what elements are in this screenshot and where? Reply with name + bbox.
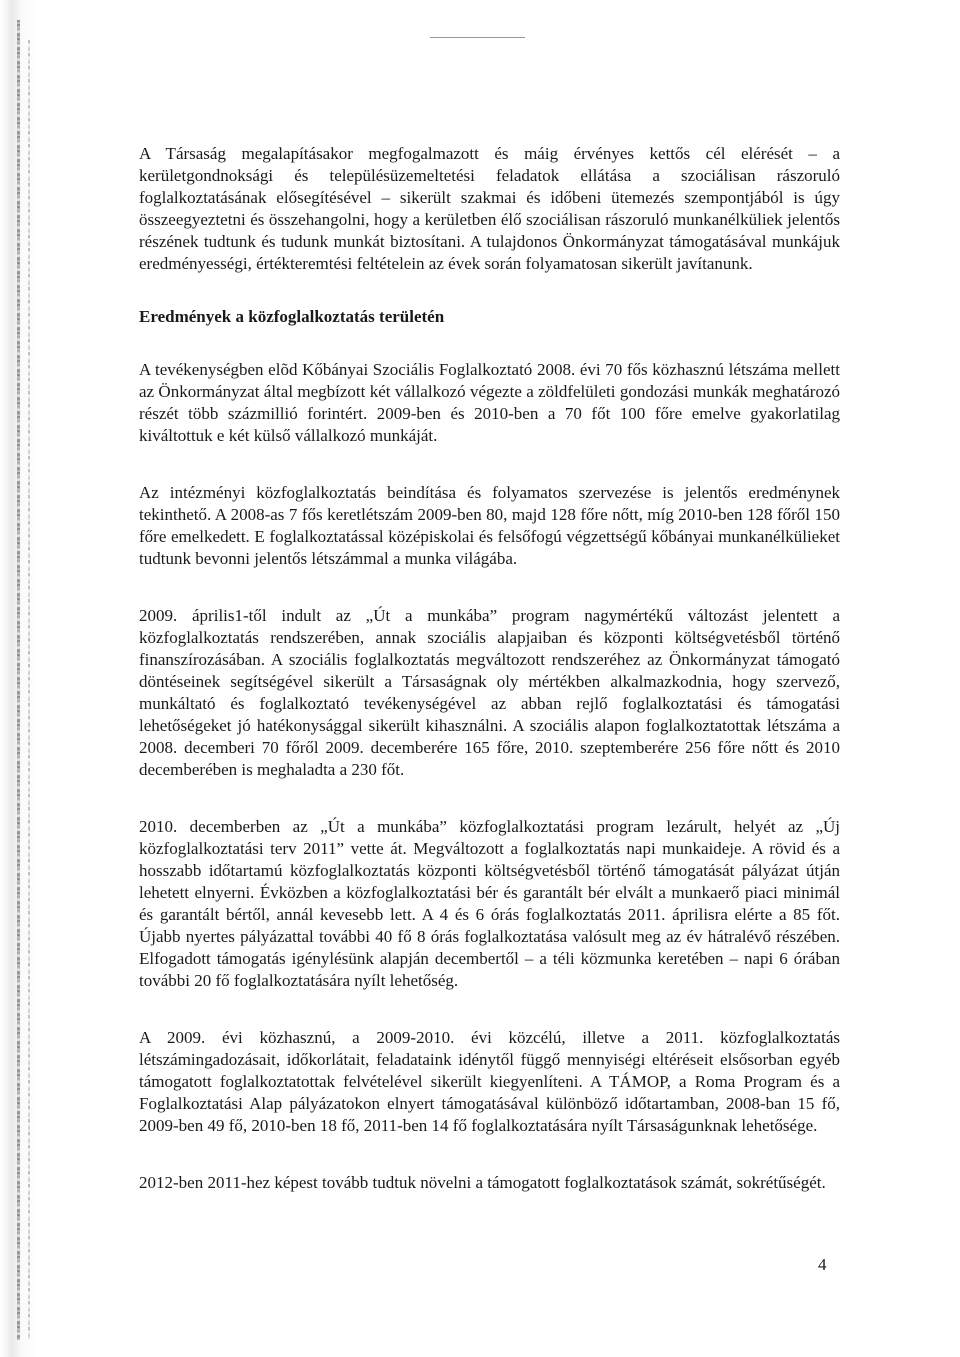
scan-binding-edge [0, 0, 38, 1357]
section-heading: Eredmények a közfoglalkoztatás területén [139, 307, 445, 326]
paragraph-2012: 2012-ben 2011-hez képest tovább tudtuk növelni a támogatott foglalkoztatások számát, sokrétűségét. [139, 1173, 826, 1192]
document-body [139, 143, 840, 1194]
page-number: 4 [818, 1255, 827, 1274]
paragraph-supported-employment: A 2009. évi közhasznú, a 2009-2010. évi közcélú, illetve a 2011. közfoglalkoztatás létszámingadozásait, időkorlátait, feladataink idénytől függő mennyiségi eltéréseit elsősorban egyéb támogatott foglalkoztatottak felvételével sikerült kiegyenlíteni. A TÁMOP, a Roma Program és a Foglalkoztatási Alap pályázatokon elnyert támogatásával különböző időtartamban, 2008-ban 15 fő, 2009-ben 49 fő, 2010-ben 18 fő, 2011-ben 14 fő foglalkoztatására nyílt Társaságunknak lehetősége. [139, 1028, 840, 1135]
paragraph-ut-a-munkaba: 2009. április1-től indult az „Út a munkába” program nagymértékű változást jelentett a közfoglalkoztatás rendszerében, annak szociális alapjaiban és központi költségvetésből történő finanszírozásában. A szociális foglalkoztatás megváltozott rendszeréhez az Önkormányzat támogató döntéseinek segítségével sikerült a Társaságnak oly mértékben alkalmazkodnia, hogy szervező, munkáltató és foglalkoztató tevékenységével az abban rejlő foglalkoztatási és támogatási lehetőségeket jó hatékonysággal sikerült kihasználni. A szociális alapon foglalkoztatottak létszáma a 2008. decemberi 70 főről 2009. decemberére 165 főre, 2010. szeptemberére 256 főre nőtt és 2010 decemberében is meghaladta a 230 főt. [139, 606, 840, 779]
paragraph-predecessor: A tevékenységben elõd Kőbányai Szociális Foglalkoztató 2008. évi 70 fős közhasznú létszáma mellett az Önkormányzat által megbízott két vállalkozó végezte a zöldfelületi gondozási munkák meghatározó részét több százmillió forintért. 2009-ben és 2010-ben a 70 főt 100 főre emelve gyakorlatilag kiváltottuk e két külső vállalkozó munkáját. [139, 360, 840, 445]
paragraph-2010-december: 2010. decemberben az „Út a munkába” közfoglalkoztatási program lezárult, helyét az „Új közfoglalkoztatási terv 2011” vette át. Megváltozott a foglalkoztatás napi munkaideje. A rövid és a hosszabb időtartamú közfoglalkoztatás központi költségvetésből történő támogatását pályázat útján lehetett elnyerni. Évközben a közfoglalkoztatási bér és garantált bér elvált a munkaerő piaci minimál és garantált bértől, annál kevesebb lett. A 4 és 6 órás foglalkoztatás 2011. áprilisra elérte a 85 főt. Újabb nyertes pályázattal további 40 fő 8 órás foglalkoztatása valósult meg az év hátralévő részében. Elfogadott támogatás igénylésünk alapján decembertől – a téli közmunka keretében – napi 6 órában további 20 fő foglalkoztatására nyílt lehetőség. [139, 817, 840, 990]
paragraph-institutional: Az intézményi közfoglalkoztatás beindítása és folyamatos szervezése is jelentős eredménynek tekinthető. A 2008-as 7 fős keretlétszám 2009-ben 80, majd 128 főre nőtt, míg 2010-ben 128 főről 150 főre emelkedett. E foglalkoztatással középiskolai és felsőfogú végzettségű kőbányai munkanélkülieket tudtunk bevonni jelentős létszámmal a munka világába. [139, 483, 840, 568]
intro-paragraph: A Társaság megalapításakor megfogalmazott és máig érvényes kettős cél elérését – a kerületgondnoksági és településüzemeltetési feladatok ellátása a szociálisan rászoruló foglalkoztatásának elősegítésével – sikerült szakmai és időbeni ütemezés szempontjából is úgy összeegyeztetni és összehangolni, hogy a kerületben élő szociálisan rászoruló munkanélküliek jelentős részének tudtunk és tudunk munkát biztosítani. A tulajdonos Önkormányzat támogatásával munkájuk eredményességi, értékteremtési feltételein az évek során folyamatosan sikerült javítanunk. [139, 144, 840, 273]
top-rule [430, 37, 525, 38]
